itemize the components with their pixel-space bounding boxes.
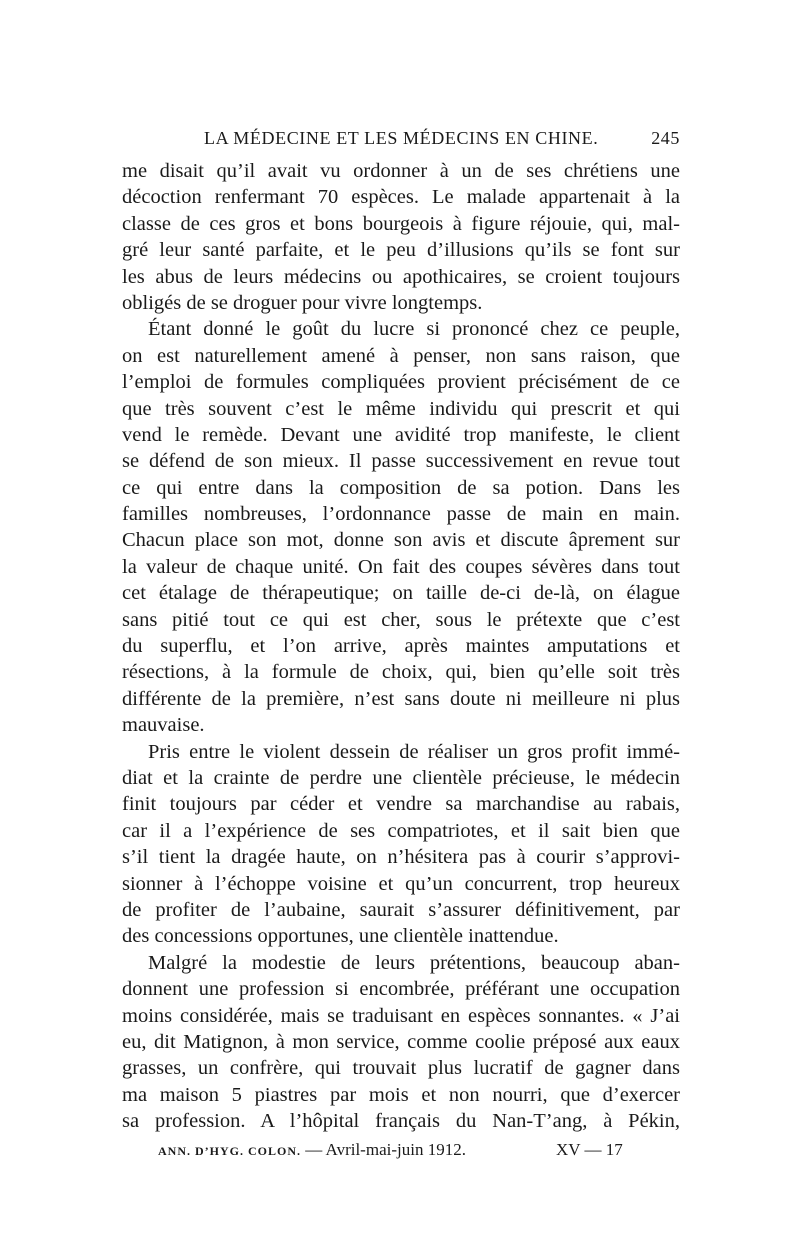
text-line: que très souvent c’est le même individu qui prescrit et qui bbox=[122, 397, 680, 420]
text-line: car il a l’expérience de ses compatriotes, et il sait bien que bbox=[122, 819, 680, 842]
text-line: sionner à l’échoppe voisine et qu’un concurrent, trop heureux bbox=[122, 872, 680, 895]
running-head bbox=[122, 124, 680, 154]
text-line: finit toujours par céder et vendre sa marchandise au rabais, bbox=[122, 793, 680, 816]
text-line: diat et la crainte de perdre une clientèle précieuse, le médecin bbox=[122, 766, 680, 789]
text-line: on est naturellement amené à penser, non sans raison, que bbox=[122, 344, 680, 367]
text-line: Chacun place son mot, donne son avis et discute âprement sur bbox=[122, 529, 680, 552]
text-line: décoction renfermant 70 espèces. Le malade appartenait à la bbox=[122, 186, 680, 209]
text-line: eu, dit Matignon, à mon service, comme coolie préposé aux eaux bbox=[122, 1030, 680, 1053]
text-line: mauvaise. bbox=[122, 714, 205, 737]
text-line: différente de la première, n’est sans doute ni meilleure ni plus bbox=[122, 687, 680, 710]
issue-date: — Avril-mai-juin 1912. bbox=[305, 1140, 466, 1159]
footer-citation bbox=[158, 1140, 466, 1160]
paragraph-start: Pris entre le violent dessein de réaliser un gros profit immé- bbox=[148, 740, 680, 763]
text-line: donnent une profession si encombrée, préférant une occupation bbox=[122, 978, 680, 1001]
paragraph-start: Étant donné le goût du lucre si prononcé chez ce peuple, bbox=[148, 318, 680, 341]
text-line: sa profession. A l’hôpital français du Nan-T’ang, à Pékin, bbox=[122, 1110, 680, 1133]
text-line: se défend de son mieux. Il passe successivement en revue tout bbox=[122, 450, 680, 473]
text-line: familles nombreuses, l’ordonnance passe de main en main. bbox=[122, 503, 680, 526]
journal-abbreviation: ANN. D’HYG. COLON. bbox=[158, 1144, 301, 1158]
running-title: LA MÉDECINE ET LES MÉDECINS EN CHINE. bbox=[204, 128, 599, 148]
text-line: vend le remède. Devant une avidité trop manifeste, le client bbox=[122, 423, 680, 446]
text-line: les abus de leurs médecins ou apothicaires, se croient toujours bbox=[122, 265, 680, 288]
text-line: me disait qu’il avait vu ordonner à un de ses chrétiens une bbox=[122, 160, 680, 182]
text-line: ce qui entre dans la composition de sa potion. Dans les bbox=[122, 476, 680, 499]
text-line: s’il tient la dragée haute, on n’hésitera pas à courir s’approvi- bbox=[122, 846, 680, 869]
text-line: la valeur de chaque unité. On fait des coupes sévères dans tout bbox=[122, 555, 680, 578]
text-line: du superflu, et l’on arrive, après maintes amputations et bbox=[122, 635, 680, 658]
text-line: obligés de se droguer pour vivre longtemps. bbox=[122, 291, 483, 314]
text-line: cet étalage de thérapeutique; on taille de-ci de-là, on élague bbox=[122, 582, 680, 605]
text-line: ma maison 5 piastres par mois et non nourri, que d’exercer bbox=[122, 1083, 680, 1106]
text-line: classe de ces gros et bons bourgeois à figure réjouie, qui, mal- bbox=[122, 212, 680, 235]
text-line: gré leur santé parfaite, et le peu d’illusions qu’ils se font sur bbox=[122, 239, 680, 262]
page-footer bbox=[158, 1140, 658, 1166]
text-line: des concessions opportunes, une clientèle inattendue. bbox=[122, 925, 559, 948]
text-line: moins considérée, mais se traduisant en espèces sonnantes. « J’ai bbox=[122, 1004, 680, 1027]
text-line: de profiter de l’aubaine, saurait s’assurer définitivement, par bbox=[122, 898, 680, 921]
paragraph-start: Malgré la modestie de leurs prétentions, beaucoup aban- bbox=[148, 951, 680, 974]
signature-mark: XV — 17 bbox=[556, 1140, 623, 1159]
text-line: sans pitié tout ce qui est cher, sous le prétexte que c’est bbox=[122, 608, 680, 631]
text-line: grasses, un confrère, qui trouvait plus lucratif de gagner dans bbox=[122, 1057, 680, 1080]
page-number: 245 bbox=[651, 128, 680, 148]
body-text bbox=[122, 158, 680, 1134]
text-line: résections, à la formule de choix, qui, bien qu’elle soit très bbox=[122, 661, 680, 684]
text-line: l’emploi de formules compliquées provient précisément de ce bbox=[122, 371, 680, 394]
